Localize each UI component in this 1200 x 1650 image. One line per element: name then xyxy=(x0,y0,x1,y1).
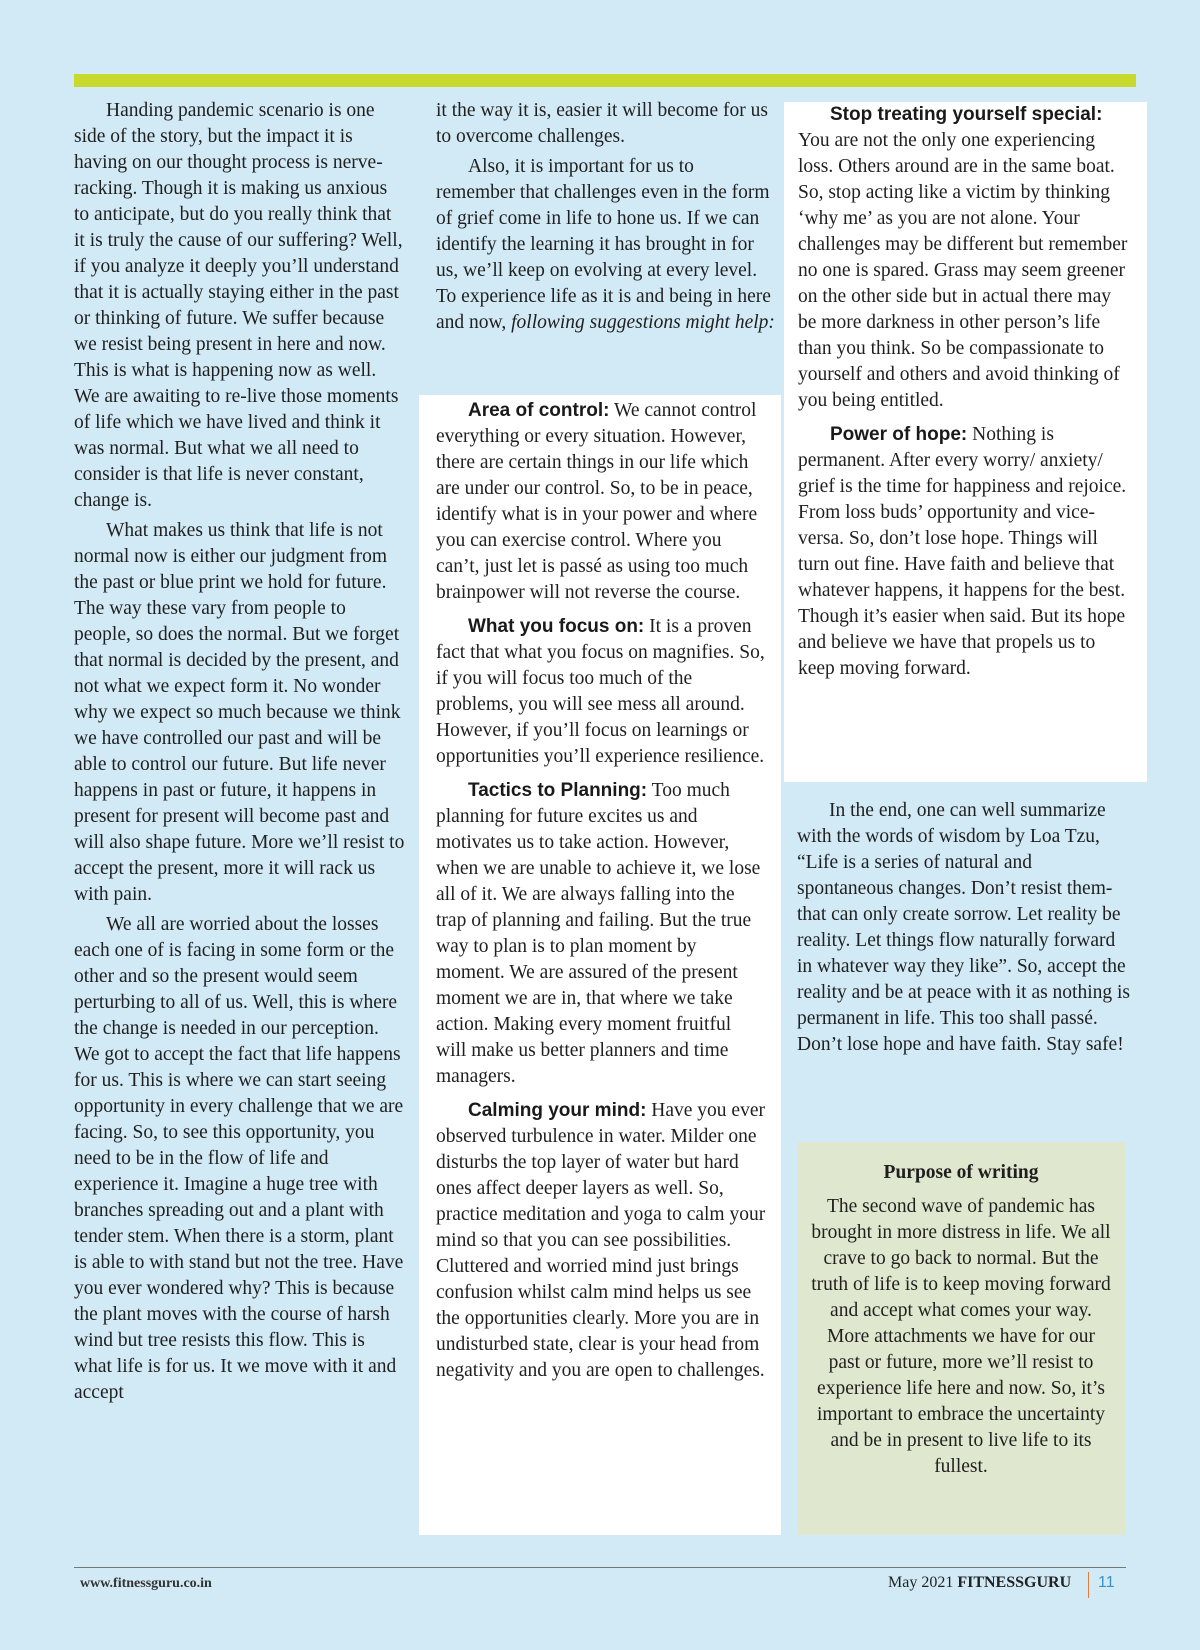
footer-separator xyxy=(1088,1572,1089,1598)
header-accent-bar xyxy=(74,74,1136,87)
section-area-of-control xyxy=(436,398,766,606)
section-tactics-to-planning xyxy=(436,778,766,1090)
footer-issue xyxy=(888,1574,1071,1592)
section-heading: Calming your mind: xyxy=(468,1100,647,1121)
section-stop-treating-yourself-special xyxy=(798,102,1130,414)
section-text: Nothing is permanent. After every worry/ anxiety/ grief is the time for happiness and rejoice. From loss buds’ opportunity and vice- versa. So, don’t lose hope. Things will turn out fine. Have faith and believe that whatever happens, it happens for the best. Though it’s easier when said. But its hope and believe we have that propels us to keep moving forward. xyxy=(798,424,1127,679)
paragraph xyxy=(436,154,776,336)
footer-divider xyxy=(74,1567,1126,1568)
section-power-of-hope xyxy=(798,422,1130,682)
footer-brand: FITNESSGURU xyxy=(957,1574,1072,1591)
purpose-title: Purpose of writing xyxy=(883,1162,1039,1183)
footer-date: May 2021 xyxy=(888,1574,954,1591)
section-calming-your-mind xyxy=(436,1098,766,1384)
section-text: We cannot control everything or every situation. However, there are certain things in our life which are under our control. So, to be in peace, identify what is in your power and where you can exercise control. Where you can’t, just let is passé as using too much brainpower will not reverse the course. xyxy=(436,400,758,603)
paragraph: What makes us think that life is not normal now is either our judgment from the past or blue print we hold for future. The way these vary from people to people, so does the normal. But we forget that normal is decided by the present, and not what we expect form it. No wonder why we expect so much because we think we have controlled our past and will be able to control our future. But life never happens in past or future, it happens in present for present will become past and will also shape future. More we’ll resist to accept the present, more it will rack us with pain. xyxy=(74,520,405,905)
closing-paragraph xyxy=(797,798,1132,1058)
article-column-2-intro xyxy=(436,98,776,336)
purpose-of-writing-box xyxy=(797,1142,1125,1535)
paragraph: We all are worried about the losses each one of is facing in some form or the other and so the present would seem perturbing to all of us. Well, this is where the change is needed in our perception. We got to accept the fact that life happens for us. This is where we can start seeing opportunity in every challenge that we are facing. So, to see this opportunity, you need to be in the flow of life and experience it. Imagine a huge tree with branches spreading out and a plant with tender stem. When there is a storm, plant is able to with stand but not the tree. Have you ever wondered why? This is because the plant moves with the course of harsh wind but tree resists this flow. This is what life is for us. It we move with it and accept xyxy=(74,914,404,1403)
paragraph: In the end, one can well summarize with the words of wisdom by Loa Tzu, “Life is a series of natural and spontaneous changes. Don’t resist them- that can only create sorrow. Let reality be reality. Let things flow naturally forward in whatever way they like”. So, accept the reality and be at peace with it as nothing is permanent in life. This too shall passé. Don’t lose hope and have faith. Stay safe! xyxy=(797,800,1131,1055)
section-heading: Stop treating yourself special: xyxy=(830,104,1103,125)
paragraph: it the way it is, easier it will become for us to overcome challenges. xyxy=(436,100,768,147)
section-text: Have you ever observed turbulence in water. Milder one disturbs the top layer of water but hard ones affect deeper layers as well. So, practice meditation and yoga to calm your mind so that you can see possibilities. Cluttered and worried mind just brings confusion whilst calm mind helps us see the opportunities clearly. More you are in undisturbed state, clear is your head from negativity and you are open to challenges. xyxy=(436,1100,766,1381)
paragraph-text: Also, it is important for us to remember that challenges even in the form of grief come in life to hone us. If we can identify the learning it has brought in for us, we’ll keep on evolving at every level. To experience life as it is and being in here and now, xyxy=(436,156,771,333)
section-text: You are not the only one experiencing loss. Others around are in the same boat. So, stop acting like a victim by thinking ‘why me’ as you are not alone. Your challenges may be different but remember no one is spared. Grass may seem greener on the other side but in actual there may be more darkness in other person’s life than you think. So be compassionate to yourself and others and avoid thinking of you being entitled. xyxy=(798,130,1128,411)
section-text: Too much planning for future excites us and motivates us to take action. However, when we are unable to achieve it, we lose all of it. We are always falling into the trap of planning and failing. But the true way to plan is to plan moment by moment. We are assured of the present moment we are in, that where we take action. Making every moment fruitful will make us better planners and time managers. xyxy=(436,780,761,1087)
section-text: It is a proven fact that what you focus on magnifies. So, if you will focus too much of the problems, you will see mess all around. However, if you’ll focus on learnings or opportunities you’ll experience resilience. xyxy=(436,616,765,767)
article-column-1 xyxy=(74,98,406,1406)
section-heading: What you focus on: xyxy=(468,616,645,637)
section-heading: Area of control: xyxy=(468,400,610,421)
page-number: 11 xyxy=(1098,1574,1115,1591)
suggestions-box-continued xyxy=(784,102,1147,782)
section-heading: Tactics to Planning: xyxy=(468,780,648,801)
suggestions-lead-in: following suggestions might help: xyxy=(511,312,775,333)
section-heading: Power of hope: xyxy=(830,424,968,445)
paragraph: Handing pandemic scenario is one side of the story, but the impact it is having on our thought process is nerve- racking. Though it is making us anxious to anticipate, but do you really think that it is truly the cause of our suffering? Well, if you analyze it deeply you’ll understand that it is actually staying either in the past or thinking of future. We suffer because we resist being present in here and now. This is what is happening now as well. We are awaiting to re-live those moments of life which we have lived and think it was normal. But what we all need to consider is that life is never constant, change is. xyxy=(74,100,403,511)
purpose-body: The second wave of pandemic has brought in more distress in life. We all crave to go back to normal. But the truth of life is to keep moving forward and accept what comes your way. More attachments we have for our past or future, more we’ll resist to experience life here and now. So, it’s important to embrace the uncertainty and be in present to live life to its fullest. xyxy=(811,1196,1111,1477)
section-what-you-focus-on xyxy=(436,614,766,770)
suggestions-box xyxy=(419,395,781,1535)
footer-website-link[interactable]: www.fitnessguru.co.in xyxy=(80,1576,212,1591)
